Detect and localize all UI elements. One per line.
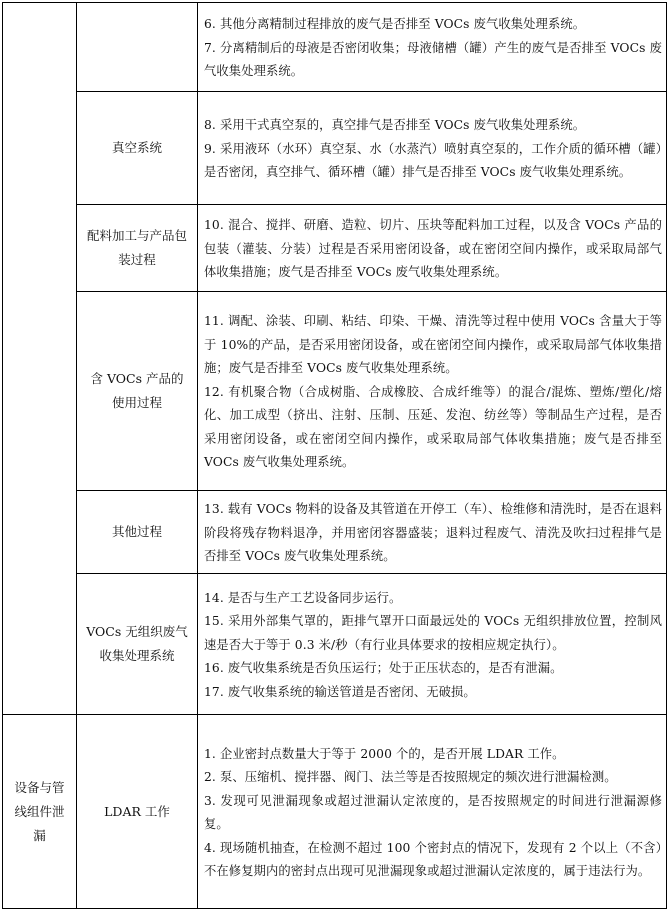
category-cell xyxy=(3,715,77,909)
subcategory-label: 含 VOCs 产品的使用过程 xyxy=(90,371,184,410)
inspection-table xyxy=(2,2,667,909)
category-label: 设备与管线组件泄漏 xyxy=(14,779,65,843)
subcategory-label: 真空系统 xyxy=(111,140,162,155)
check-item: 13. 载有 VOCs 物料的设备及其管道在开停工（车）、检维修和清洗时，是否在退料阶段将残存物料退净，并用密闭容器盛装；退料过程废气、清洗及吹扫过程排气是否排至 VOCs 废气收集处理系统。 xyxy=(204,502,662,564)
subcategory-label: VOCs 无组织废气收集处理系统 xyxy=(86,624,188,663)
table-row xyxy=(3,92,667,205)
check-item: 1. 企业密封点数量大于等于 2000 个的，是否开展 LDAR 工作。 xyxy=(204,746,565,761)
table-row xyxy=(3,292,667,491)
table-row xyxy=(3,491,667,574)
table-row xyxy=(3,574,667,715)
check-items-cell xyxy=(198,205,667,292)
check-item: 8. 采用干式真空泵的，真空排气是否排至 VOCs 废气收集处理系统。 xyxy=(204,118,586,133)
check-items-cell xyxy=(198,574,667,715)
check-item: 10. 混合、搅拌、研磨、造粒、切片、压块等配料加工过程，以及含 VOCs 产品的包装（灌装、分装）过程是否采用密闭设备，或在密闭空间内操作，或采取局部气体收集措施；废气是否排至 VOCs 废气收集处理系统。 xyxy=(204,218,662,280)
subcategory-cell xyxy=(77,491,198,574)
check-item: 16. 废气收集系统是否负压运行；处于正压状态的，是否有泄漏。 xyxy=(204,661,563,676)
check-items-cell xyxy=(198,292,667,491)
check-item: 6. 其他分离精制过程排放的废气是否排至 VOCs 废气收集处理系统。 xyxy=(204,17,586,32)
subcategory-label: 配料加工与产品包装过程 xyxy=(86,228,187,267)
check-items-cell xyxy=(198,3,667,92)
check-item: 2. 泵、压缩机、搅拌器、阀门、法兰等是否按照规定的频次进行泄漏检测。 xyxy=(204,770,617,784)
check-item: 4. 现场随机抽查，在检测不超过 100 个密封点的情况下，发现有 2 个以上（不含）不在修复期内的密封点出现可见泄漏现象或超过泄漏认定浓度的，属于违法行为。 xyxy=(204,840,662,878)
subcategory-cell xyxy=(77,92,198,205)
check-items-cell xyxy=(198,715,667,909)
check-item: 7. 分离精制后的母液是否密闭收集；母液储槽（罐）产生的废气是否排至 VOCs 废气收集处理系统。 xyxy=(204,40,662,79)
subcategory-cell xyxy=(77,715,198,909)
check-item: 9. 采用液环（水环）真空泵、水（水蒸汽）喷射真空泵的，工作介质的循环槽（罐）是否密闭，真空排气、循环槽（罐）排气是否排至 VOCs 废气收集处理系统。 xyxy=(204,141,662,180)
check-item: 17. 废气收集系统的输送管道是否密闭、无破损。 xyxy=(204,684,476,699)
subcategory-cell xyxy=(77,292,198,491)
check-item: 14. 是否与生产工艺设备同步运行。 xyxy=(204,590,402,605)
check-item: 11. 调配、涂装、印刷、粘结、印染、干燥、清洗等过程中使用 VOCs 含量大于等于 10%的产品，是否采用密闭设备，或在密闭空间内操作，或采取局部气体收集措施；废气是否排至 VOCs 废气收集处理系统。 xyxy=(204,314,662,376)
subcategory-cell xyxy=(77,205,198,292)
subcategory-label: LDAR 工作 xyxy=(104,803,170,819)
check-items-cell xyxy=(198,92,667,205)
category-cell-continued xyxy=(3,3,77,715)
table-row xyxy=(3,715,667,909)
subcategory-cell xyxy=(77,574,198,715)
table-row xyxy=(3,3,667,92)
check-item: 3. 发现可见泄漏现象或超过泄漏认定浓度的，是否按照规定的时间进行泄漏源修复。 xyxy=(204,793,662,831)
subcategory-cell xyxy=(77,3,198,92)
subcategory-label: 其他过程 xyxy=(111,524,162,539)
check-item: 12. 有机聚合物（合成树脂、合成橡胶、合成纤维等）的混合/混炼、塑炼/塑化/熔化、加工成型（挤出、注射、压制、压延、发泡、纺丝等）等制品生产过程，是否采用密闭设备，或在密闭空间内操作，或采取局部气体收集措施；废气是否排至 VOCs 废气收集处理系统。 xyxy=(204,384,662,470)
check-item: 15. 采用外部集气罩的，距排气罩开口面最远处的 VOCs 无组织排放位置，控制风速是否大于等于 0.3 米/秒（有行业具体要求的按相应规定执行）。 xyxy=(204,614,662,652)
check-items-cell xyxy=(198,491,667,574)
table-row xyxy=(3,205,667,292)
